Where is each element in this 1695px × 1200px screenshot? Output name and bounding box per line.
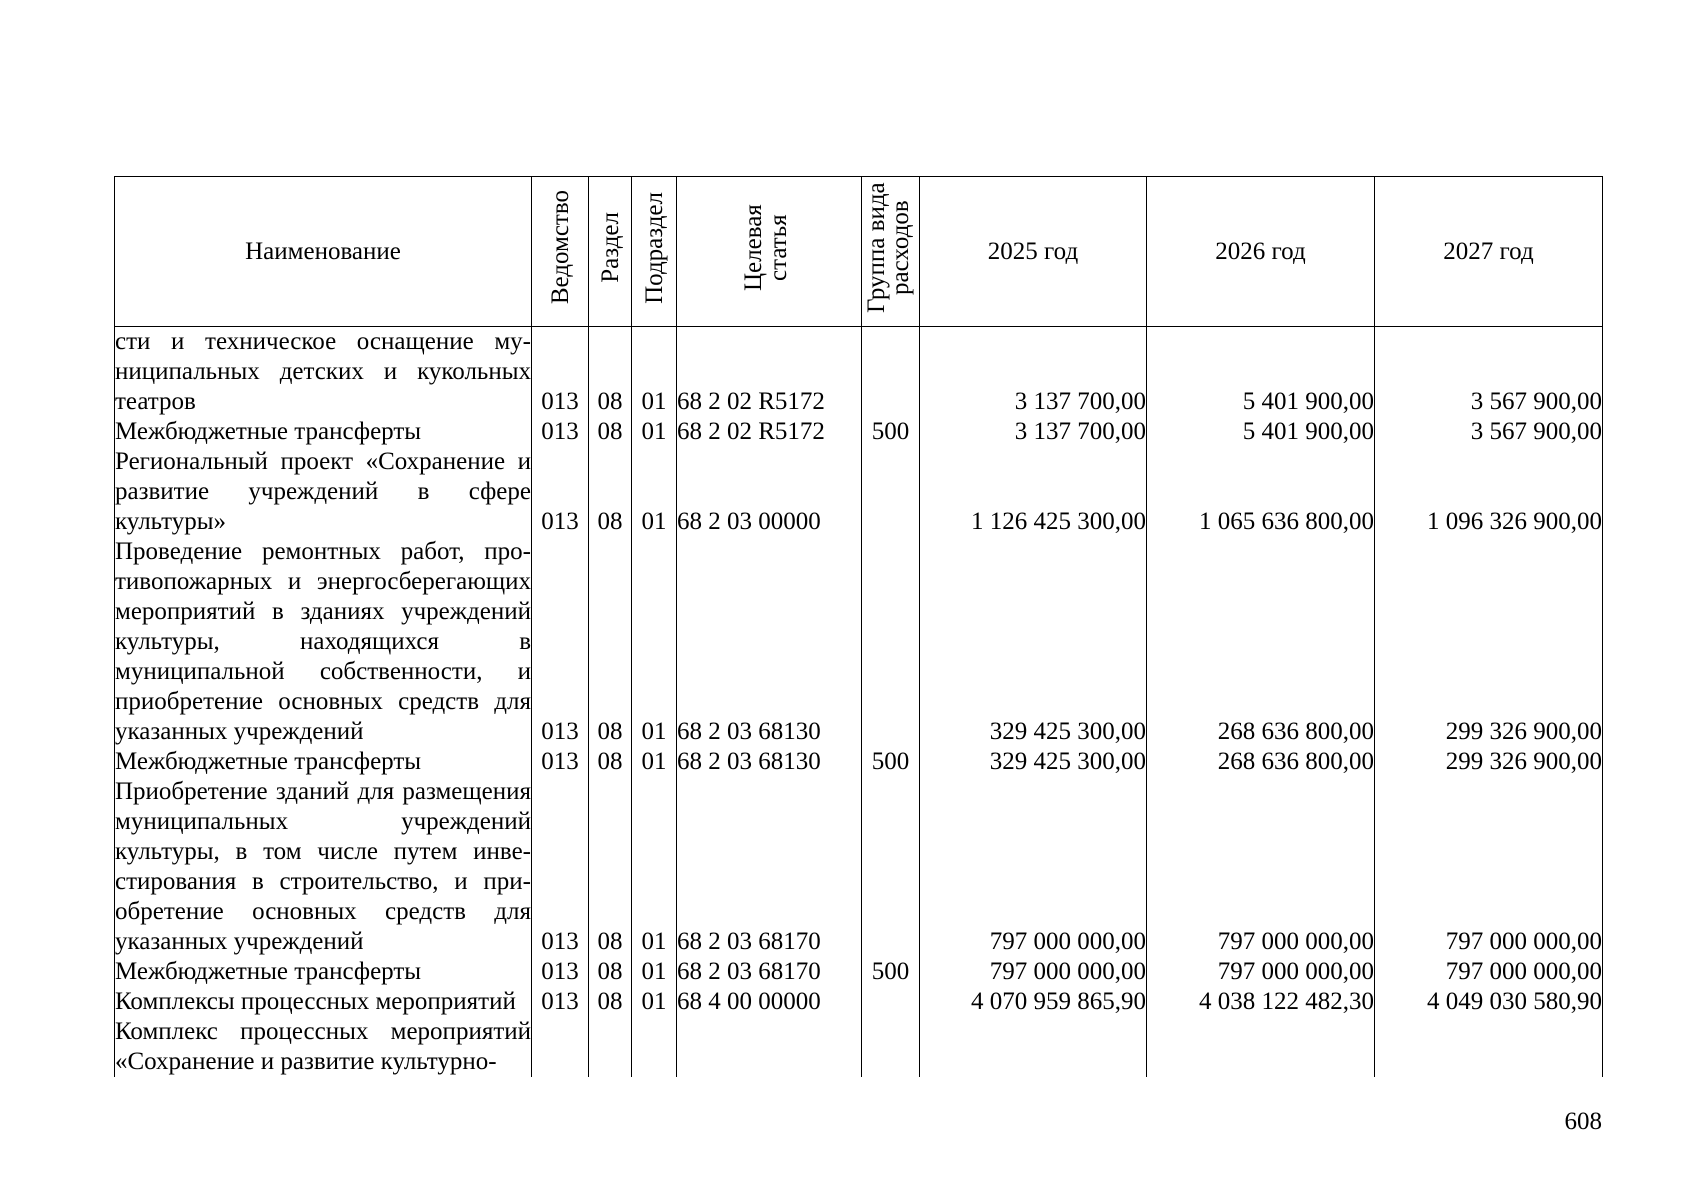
row-2026: 1 065 636 800,00 <box>1147 447 1375 537</box>
row-gruppa: 500 <box>862 957 920 987</box>
row-2025: 329 425 300,00 <box>920 747 1147 777</box>
table-row <box>115 987 1603 1017</box>
row-2027: 3 567 900,00 <box>1375 327 1603 418</box>
table-row <box>115 957 1603 987</box>
row-vedomstvo <box>532 1017 589 1077</box>
table-row <box>115 447 1603 537</box>
table-row <box>115 537 1603 747</box>
header-razdel: Раздел <box>589 177 632 327</box>
header-name: Наименование <box>115 177 532 327</box>
row-vedomstvo: 013 <box>532 957 589 987</box>
row-celevaya-statya: 68 2 02 R5172 <box>677 327 862 418</box>
row-name: Проведение ремонтных работ, противопожарных и энергосберегающих мероприятий в зданиях учреждений культуры, находящихся в муниципальной собственности, и приобретение основных средств для указанных учреждений <box>115 538 531 745</box>
row-razdel: 08 <box>589 777 632 957</box>
row-podrazdel <box>632 1017 677 1077</box>
row-2026: 4 038 122 482,30 <box>1147 987 1375 1017</box>
row-razdel: 08 <box>589 537 632 747</box>
row-2025: 329 425 300,00 <box>920 537 1147 747</box>
row-podrazdel: 01 <box>632 447 677 537</box>
row-2025: 3 137 700,00 <box>920 417 1147 447</box>
row-podrazdel: 01 <box>632 957 677 987</box>
table-row <box>115 1017 1603 1077</box>
row-2027: 3 567 900,00 <box>1375 417 1603 447</box>
row-2025: 797 000 000,00 <box>920 957 1147 987</box>
row-celevaya-statya: 68 2 03 68130 <box>677 537 862 747</box>
table-row <box>115 747 1603 777</box>
row-2027 <box>1375 1017 1603 1077</box>
row-2025: 1 126 425 300,00 <box>920 447 1147 537</box>
row-razdel: 08 <box>589 747 632 777</box>
header-2026: 2026 год <box>1147 177 1375 327</box>
row-celevaya-statya: 68 2 03 68170 <box>677 957 862 987</box>
row-2025: 4 070 959 865,90 <box>920 987 1147 1017</box>
row-podrazdel: 01 <box>632 987 677 1017</box>
header-gruppa-vida-rashodov: Группа вида расходов <box>862 177 920 327</box>
row-gruppa <box>862 987 920 1017</box>
row-2026: 5 401 900,00 <box>1147 417 1375 447</box>
row-celevaya-statya: 68 4 00 00000 <box>677 987 862 1017</box>
row-gruppa: 500 <box>862 417 920 447</box>
row-razdel: 08 <box>589 957 632 987</box>
row-vedomstvo: 013 <box>532 987 589 1017</box>
row-2025: 3 137 700,00 <box>920 327 1147 418</box>
header-2025: 2025 год <box>920 177 1147 327</box>
row-name: Региональный проект «Сохранение и развитие учреждений в сфере культуры» <box>115 448 531 535</box>
row-2027: 797 000 000,00 <box>1375 957 1603 987</box>
row-podrazdel: 01 <box>632 537 677 747</box>
row-2026: 5 401 900,00 <box>1147 327 1375 418</box>
table-row <box>115 327 1603 418</box>
row-name: Приобретение зданий для размещения муниципальных учреждений культуры, в том числе путем инвестирования в строительство, и приобретение основных средств для указанных учреждений <box>115 778 531 955</box>
row-gruppa <box>862 447 920 537</box>
budget-page <box>114 176 1602 1077</box>
row-gruppa <box>862 777 920 957</box>
row-2027: 797 000 000,00 <box>1375 777 1603 957</box>
row-podrazdel: 01 <box>632 417 677 447</box>
row-2027: 299 326 900,00 <box>1375 537 1603 747</box>
header-vedomstvo: Ведомство <box>532 177 589 327</box>
row-name: сти и техническое оснащение муниципальных детских и кукольных театров <box>115 328 531 415</box>
row-2025 <box>920 1017 1147 1077</box>
row-name: Межбюджетные трансферты <box>115 747 532 777</box>
row-gruppa: 500 <box>862 747 920 777</box>
row-gruppa <box>862 327 920 418</box>
row-name: Комплекс процессных мероприятий «Сохранение и развитие культурно- <box>115 1018 531 1075</box>
row-celevaya-statya: 68 2 03 00000 <box>677 447 862 537</box>
row-2025: 797 000 000,00 <box>920 777 1147 957</box>
row-vedomstvo: 013 <box>532 537 589 747</box>
row-razdel: 08 <box>589 447 632 537</box>
row-2026 <box>1147 1017 1375 1077</box>
row-2026: 797 000 000,00 <box>1147 777 1375 957</box>
row-vedomstvo: 013 <box>532 417 589 447</box>
header-podrazdel: Подраздел <box>632 177 677 327</box>
row-2026: 268 636 800,00 <box>1147 537 1375 747</box>
row-name: Межбюджетные трансферты <box>115 417 532 447</box>
row-celevaya-statya: 68 2 03 68130 <box>677 747 862 777</box>
row-2026: 797 000 000,00 <box>1147 957 1375 987</box>
table-row <box>115 417 1603 447</box>
budget-table <box>114 176 1603 1077</box>
row-2027: 4 049 030 580,90 <box>1375 987 1603 1017</box>
header-2027: 2027 год <box>1375 177 1603 327</box>
row-vedomstvo: 013 <box>532 327 589 418</box>
row-gruppa <box>862 537 920 747</box>
table-header-row <box>115 177 1603 327</box>
header-celevaya-statya: Целевая статья <box>677 177 862 327</box>
row-razdel: 08 <box>589 987 632 1017</box>
row-2026: 268 636 800,00 <box>1147 747 1375 777</box>
table-row <box>115 777 1603 957</box>
row-razdel <box>589 1017 632 1077</box>
page-number: 608 <box>1564 1108 1602 1135</box>
row-razdel: 08 <box>589 417 632 447</box>
row-2027: 1 096 326 900,00 <box>1375 447 1603 537</box>
row-celevaya-statya: 68 2 03 68170 <box>677 777 862 957</box>
row-2027: 299 326 900,00 <box>1375 747 1603 777</box>
row-vedomstvo: 013 <box>532 747 589 777</box>
row-podrazdel: 01 <box>632 327 677 418</box>
row-podrazdel: 01 <box>632 747 677 777</box>
row-name: Комплексы процессных мероприятий <box>115 987 532 1017</box>
row-celevaya-statya <box>677 1017 862 1077</box>
row-name: Межбюджетные трансферты <box>115 957 532 987</box>
row-vedomstvo: 013 <box>532 447 589 537</box>
row-podrazdel: 01 <box>632 777 677 957</box>
row-razdel: 08 <box>589 327 632 418</box>
row-gruppa <box>862 1017 920 1077</box>
row-vedomstvo: 013 <box>532 777 589 957</box>
row-celevaya-statya: 68 2 02 R5172 <box>677 417 862 447</box>
